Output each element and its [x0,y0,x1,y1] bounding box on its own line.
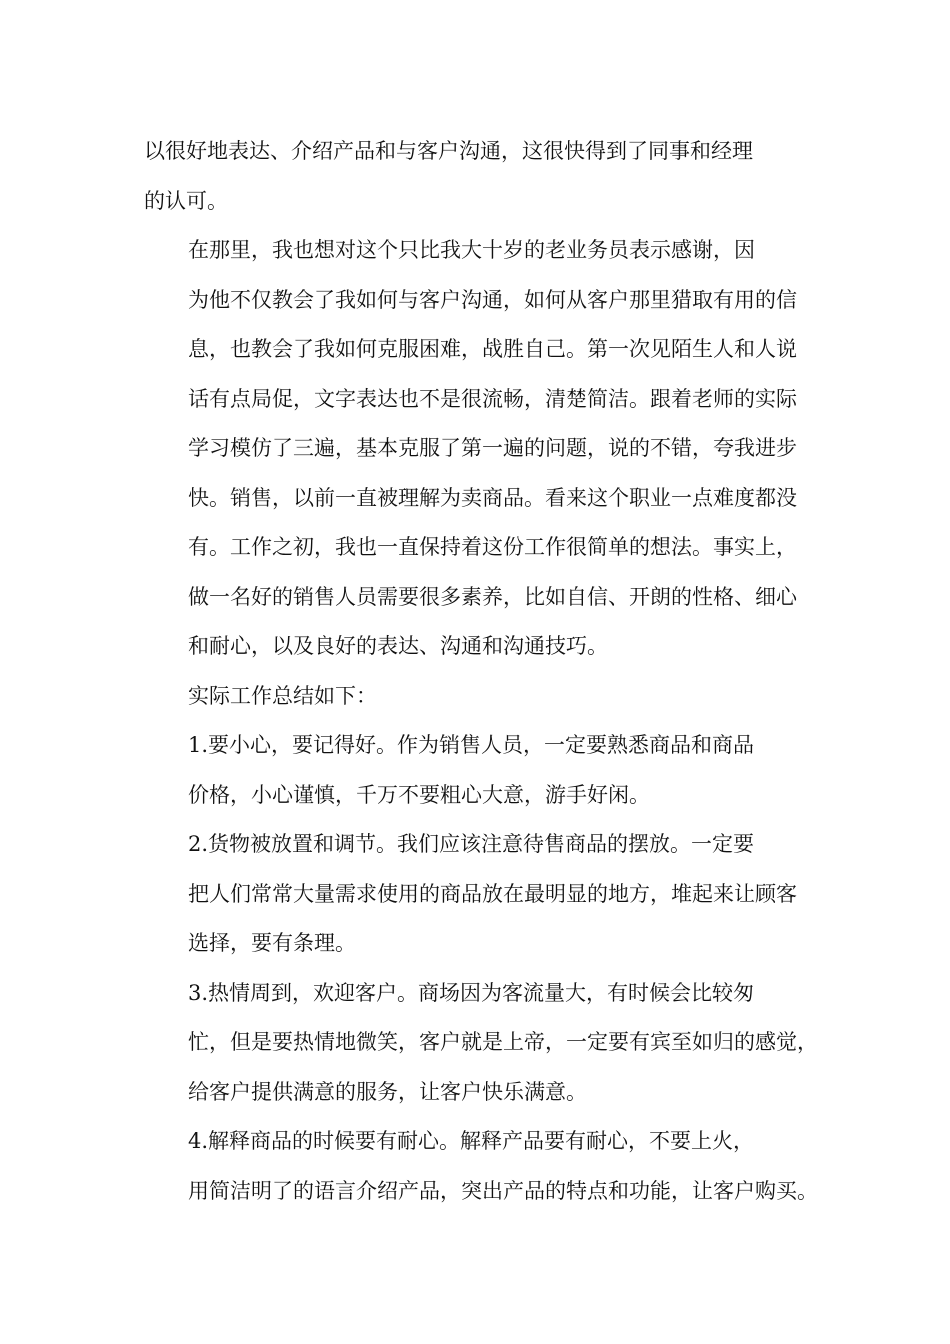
text-line: 快。销售，以前一直被理解为卖商品。看来这个职业一点难度都没 [188,485,797,510]
paragraph [144,1117,818,1216]
text-line: 把人们常常大量需求使用的商品放在最明显的地方，堆起来让顾客 [188,881,797,906]
text-line: 3.热情周到，欢迎客户。商场因为客流量大，有时候会比较匆 [188,980,755,1005]
text-line: 以很好地表达、介绍产品和与客户沟通，这很快得到了同事和经理 [144,139,753,163]
text-line: 4.解释商品的时候要有耐心。解释产品要有耐心，不要上火， [188,1129,755,1153]
text-line: 2.货物被放置和调节。我们应该注意待售商品的摆放。一定要 [188,832,755,856]
text-line: 有。工作之初，我也一直保持着这份工作很简单的想法。事实上， [188,535,797,559]
text-line: 选择，要有条理。 [188,931,356,955]
text-line: 学习模仿了三遍，基本克服了第一遍的问题，说的不错，夸我进步 [188,436,797,460]
text-line: 息，也教会了我如何克服困难，战胜自己。第一次见陌生人和人说 [188,337,797,361]
paragraph [144,226,809,672]
document-body [144,127,818,1216]
text-line: 1.要小心，要记得好。作为销售人员，一定要熟悉商品和商品 [188,733,755,757]
text-line: 实际工作总结如下： [188,683,377,708]
paragraph [144,820,809,969]
text-line: 的认可。 [144,188,228,213]
text-line: 为他不仅教会了我如何与客户沟通，如何从客户那里猎取有用的信 [188,287,797,312]
paragraph [144,969,818,1118]
text-line: 给客户提供满意的服务，让客户快乐满意。 [188,1079,587,1104]
text-line: 用简洁明了的语言介绍产品，突出产品的特点和功能，让客户购买。 [188,1178,818,1203]
paragraph [144,721,809,820]
paragraph [144,127,809,226]
text-line: 在那里，我也想对这个只比我大十岁的老业务员表示感谢，因 [188,238,755,262]
text-line: 做一名好的销售人员需要很多素养，比如自信、开朗的性格、细心 [188,584,797,609]
paragraph [144,672,809,722]
text-line: 和耐心，以及良好的表达、沟通和沟通技巧。 [188,634,608,658]
text-line: 忙，但是要热情地微笑，客户就是上帝，一定要有宾至如归的感觉， [188,1030,818,1054]
text-line: 价格，小心谨慎，千万不要粗心大意，游手好闲。 [188,782,650,807]
text-line: 话有点局促，文字表达也不是很流畅，清楚简洁。跟着老师的实际 [188,386,797,411]
